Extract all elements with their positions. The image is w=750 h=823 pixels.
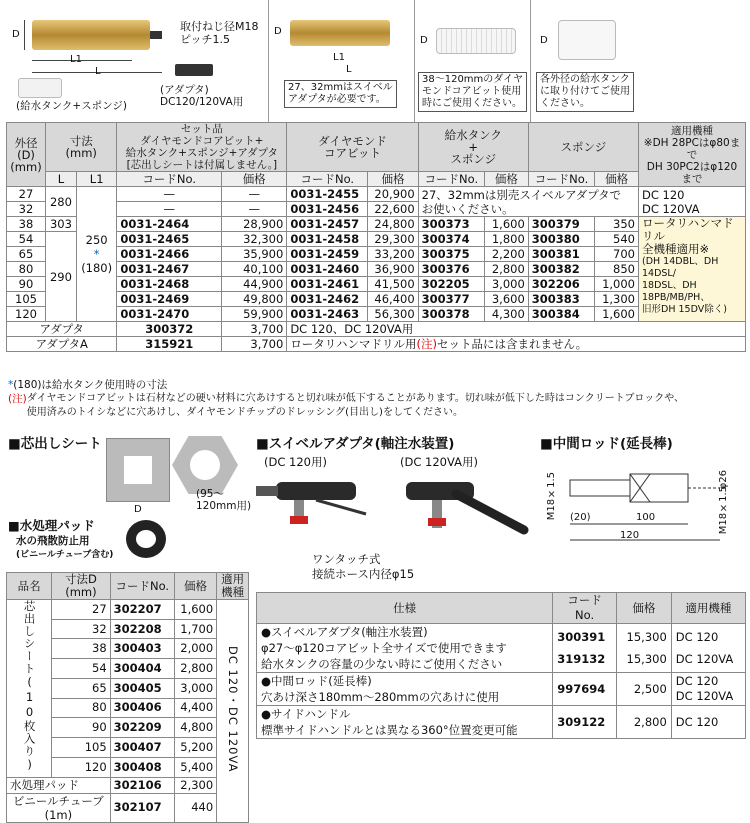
sheet-models xyxy=(217,600,249,823)
spec-table xyxy=(256,592,746,739)
adapter-code: 300372 xyxy=(117,322,222,337)
table-row xyxy=(7,187,746,202)
L1-star: * xyxy=(93,247,100,261)
table-row xyxy=(7,262,746,277)
cell-code: 300404 xyxy=(110,659,174,679)
table-row xyxy=(7,232,746,247)
cell-bit-price: 20,900 xyxy=(368,187,418,202)
dim-D-label: D xyxy=(274,26,282,37)
adapter-caption: (アダプタ) DC120/120VA用 xyxy=(160,84,244,108)
cell-d: 27 xyxy=(52,600,111,620)
cell-sponge-code: 300384 xyxy=(528,307,594,322)
cell-set-price: 28,900 xyxy=(222,217,287,232)
sheet-col-code: コードNo. xyxy=(110,573,174,600)
spec-handle-title: ●サイドハンドル xyxy=(261,707,351,721)
sheet-table xyxy=(6,572,249,823)
cell-set-price: — xyxy=(222,187,287,202)
spec-handle-price: 2,800 xyxy=(616,706,671,739)
cell-bit-code: 0031-2458 xyxy=(287,232,368,247)
spec-swivel-desc: φ27〜φ120コアビット全サイズで使用できます 給水タンクの容量の少ない時にご使用ください xyxy=(261,641,507,671)
spec-handle xyxy=(257,706,553,739)
cell-sponge-price: 1,300 xyxy=(595,292,639,307)
spec-handle-desc: 標準サイドハンドルとは異なる360°位置変更可能 xyxy=(261,723,518,737)
cell-code: 300405 xyxy=(110,678,174,698)
adapterA-desc-post: セット品には含まれません。 xyxy=(436,337,588,351)
cell-set-code: — xyxy=(117,187,222,202)
cell-price: 4,800 xyxy=(174,718,216,738)
rod-section-title: ■中間ロッド(延長棒) xyxy=(540,436,673,452)
cell-sponge-price: 700 xyxy=(595,247,639,262)
swivel-code-2: 319132 xyxy=(557,652,606,666)
sheet-col-price: 価格 xyxy=(174,573,216,600)
spec-rod-title: ●中間ロッド(延長棒) xyxy=(261,674,372,688)
adapterA-desc-pre: ロータリハンマドリル用 xyxy=(290,337,417,351)
sheet-col-name: 品名 xyxy=(7,573,52,600)
sheet-col-dim: 寸法D (mm) xyxy=(52,573,111,600)
pad-sub2: (ビニールチューブ含む) xyxy=(16,550,114,560)
cell-d: 38 xyxy=(7,217,46,232)
cell-code: 300408 xyxy=(110,757,174,777)
table-row xyxy=(7,247,746,262)
cell-d: 80 xyxy=(7,262,46,277)
cell-bit-price: 22,600 xyxy=(368,202,418,217)
swivel-price-1: 15,300 xyxy=(626,630,667,644)
cell-bit-code: 0031-2461 xyxy=(287,277,368,292)
sheet-section-title: ■芯出しシート xyxy=(8,436,102,452)
cell-L: 303 xyxy=(46,217,77,232)
swivel-dc120-label: (DC 120用) xyxy=(264,455,327,469)
note-1-star: * xyxy=(8,379,14,391)
cell-bit-price: 56,300 xyxy=(368,307,418,322)
cell-d: 32 xyxy=(7,202,46,217)
octagon-sheet-image xyxy=(172,436,238,494)
pad-title: ■水処理パッド xyxy=(8,518,95,533)
tank-image xyxy=(436,28,516,54)
table-row xyxy=(7,600,249,620)
cell-tank-price: 2,200 xyxy=(485,247,529,262)
swivel-dc120va-label: (DC 120VA用) xyxy=(400,455,478,469)
cell-code: 300407 xyxy=(110,738,174,758)
cell-tank-code: 300378 xyxy=(418,307,484,322)
table-row xyxy=(7,307,746,322)
note-2 xyxy=(8,392,748,420)
model-rotary-title: ロータリハンマドリル 全機種適用※ xyxy=(642,216,734,256)
note-1-text: (180)は給水タンク使用時の寸法 xyxy=(13,379,168,391)
col-tank-code: コードNo. xyxy=(418,172,484,187)
table-row xyxy=(7,277,746,292)
cell-code: 302208 xyxy=(110,619,174,639)
cell-price: 4,400 xyxy=(174,698,216,718)
cell-d: 90 xyxy=(52,718,111,738)
cell-d: 54 xyxy=(52,659,111,679)
rod-d100-label: 100 xyxy=(636,512,656,523)
cell-code: 302207 xyxy=(110,600,174,620)
col-set: セット品 ダイヤモンドコアビット+ 給水タンク+スポンジ+アダプタ [芯出しシートは付属しません。] xyxy=(117,123,287,172)
cell-tank-code: 300375 xyxy=(418,247,484,262)
cell-tank-price: 3,600 xyxy=(485,292,529,307)
product-panel-tank xyxy=(414,0,531,122)
adapterA-desc xyxy=(287,337,746,352)
adapter-price: 3,700 xyxy=(222,322,287,337)
cell-sponge-price: 540 xyxy=(595,232,639,247)
cell-d: 90 xyxy=(7,277,46,292)
note-2-text: ダイヤモンドコアビットは石材などの硬い材料に穴あけすると切れ味が低下することがあります。切れ味が低下した時はコンクリートブロックや、 使用済みのトイシなどに穴あけし、ダイヤモンドチップのドレッシング(目出し)をしてください。 xyxy=(26,393,685,418)
spec-rod xyxy=(257,673,553,706)
main-product-table xyxy=(6,122,746,352)
cell-set-price: — xyxy=(222,202,287,217)
cell-tank-code: 302205 xyxy=(418,277,484,292)
spec-swivel-codes xyxy=(553,624,617,673)
square-sheet-image xyxy=(106,438,170,502)
col-set-code: コードNo. xyxy=(117,172,222,187)
note-1 xyxy=(8,378,748,392)
col-L1: L1 xyxy=(76,172,117,187)
cell-L: 280 xyxy=(46,187,77,217)
cell-sponge-code: 300381 xyxy=(528,247,594,262)
swivel-price-2: 15,300 xyxy=(626,652,667,666)
cell-price: 5,200 xyxy=(174,738,216,758)
product-panel-bit xyxy=(268,0,415,122)
tube-row xyxy=(7,793,249,822)
pad-price: 2,300 xyxy=(174,777,216,793)
col-sponge-code: コードNo. xyxy=(528,172,594,187)
sheet-size-caption: (95〜 120mm用) xyxy=(196,488,252,512)
cell-price: 1,600 xyxy=(174,600,216,620)
cell-sponge-code: 300380 xyxy=(528,232,594,247)
cell-set-code: 0031-2464 xyxy=(117,217,222,232)
col-sponge: スポンジ xyxy=(528,123,638,172)
col-models: 適用機種 ※DH 28PCはφ80まで DH 30PC2はφ120まで xyxy=(639,123,746,187)
adapter-label: アダプタ xyxy=(7,322,117,337)
cell-sponge-price: 350 xyxy=(595,217,639,232)
cell-set-price: 35,900 xyxy=(222,247,287,262)
spec-col-spec: 仕様 xyxy=(257,593,553,624)
spec-row xyxy=(257,706,746,739)
cell-d: 27 xyxy=(7,187,46,202)
dim-L1-line xyxy=(32,60,132,61)
dim-D-label: D xyxy=(540,35,548,46)
cell-d: 120 xyxy=(52,757,111,777)
swivel-section-title: ■スイベルアダプタ(軸注水装置) xyxy=(256,436,455,452)
spec-rod-models: DC 120 DC 120VA xyxy=(671,673,745,706)
col-dimensions: 寸法 (mm) xyxy=(46,123,117,172)
cell-bit-price: 29,300 xyxy=(368,232,418,247)
spec-col-price: 価格 xyxy=(616,593,671,624)
cell-bit-code: 0031-2457 xyxy=(287,217,368,232)
cell-bit-price: 41,500 xyxy=(368,277,418,292)
dim-D-line xyxy=(24,20,25,50)
tank-sponge-caption: (給水タンク+スポンジ) xyxy=(16,100,128,112)
adapterA-code: 315921 xyxy=(117,337,222,352)
cell-set-code: — xyxy=(117,202,222,217)
cell-sponge-price: 850 xyxy=(595,262,639,277)
sponge-image xyxy=(558,20,616,60)
cell-d: 105 xyxy=(52,738,111,758)
adapterA-note-tag: (注) xyxy=(416,337,437,351)
adapterA-price: 3,700 xyxy=(222,337,287,352)
note-2-tag: (注) xyxy=(8,393,27,405)
cell-sponge-code: 300383 xyxy=(528,292,594,307)
cell-bit-code: 0031-2460 xyxy=(287,262,368,277)
L1-alt: (180) xyxy=(81,261,113,275)
cell-L: 290 xyxy=(46,232,77,322)
col-bit-price: 価格 xyxy=(368,172,418,187)
notes xyxy=(8,378,748,420)
cell-sponge-code: 300382 xyxy=(528,262,594,277)
cell-set-code: 0031-2465 xyxy=(117,232,222,247)
cell-tank-code: 300373 xyxy=(418,217,484,232)
cell-tank-price: 3,000 xyxy=(485,277,529,292)
table-row xyxy=(7,217,746,232)
rod-m2-label: M18×1.5 xyxy=(718,486,729,535)
cell-bit-code: 0031-2459 xyxy=(287,247,368,262)
cell-tank-code: 300377 xyxy=(418,292,484,307)
hose-label: ワンタッチ式 接続ホース内径φ15 xyxy=(312,552,415,581)
cell-bit-price: 46,400 xyxy=(368,292,418,307)
adapterA-row xyxy=(7,337,746,352)
cell-set-price: 59,900 xyxy=(222,307,287,322)
product-panel-sponge xyxy=(530,0,648,122)
water-pad-image xyxy=(126,520,166,558)
swivel-model-2: DC 120VA xyxy=(675,652,734,666)
cell-bit-price: 33,200 xyxy=(368,247,418,262)
thread-spec-label: 取付ねじ径M18 ピッチ1.5 xyxy=(180,20,259,46)
cell-bit-code: 0031-2463 xyxy=(287,307,368,322)
L1-value: 250 xyxy=(85,233,108,247)
cell-tank-price: 1,800 xyxy=(485,232,529,247)
cell-set-code: 0031-2470 xyxy=(117,307,222,322)
pad-row xyxy=(7,777,249,793)
adapterA-label: アダプタA xyxy=(7,337,117,352)
cell-bit-code: 0031-2455 xyxy=(287,187,368,202)
spec-swivel-models xyxy=(671,624,745,673)
col-set-price: 価格 xyxy=(222,172,287,187)
adapter-desc: DC 120、DC 120VA用 xyxy=(287,322,746,337)
spec-handle-code: 309122 xyxy=(553,706,617,739)
cell-price: 2,800 xyxy=(174,659,216,679)
cell-d: 80 xyxy=(52,698,111,718)
cell-set-code: 0031-2468 xyxy=(117,277,222,292)
cell-price: 5,400 xyxy=(174,757,216,777)
swivel-note-cell: 27、32mmは別売スイベルアダプタで お使いください。 xyxy=(418,187,638,217)
rod-d120-label: 120 xyxy=(620,530,640,541)
dim-D-label: D xyxy=(12,29,20,40)
cell-sponge-price: 1,000 xyxy=(595,277,639,292)
table-row xyxy=(7,292,746,307)
cell-sponge-code: 302206 xyxy=(528,277,594,292)
water-tank-image xyxy=(18,78,62,98)
cell-bit-code: 0031-2462 xyxy=(287,292,368,307)
spec-rod-code: 997694 xyxy=(553,673,617,706)
dim-L-label: L xyxy=(346,64,352,75)
cell-tank-price: 4,300 xyxy=(485,307,529,322)
cell-sponge-price: 1,600 xyxy=(595,307,639,322)
cell-code: 300406 xyxy=(110,698,174,718)
pad-hole xyxy=(136,530,156,548)
model-rotary-list: (DH 14DBL、DH 14DSL/ 18DSL、DH 18PB/MB/PH、 旧形DH 15DV除く) xyxy=(642,256,727,315)
spec-swivel xyxy=(257,624,553,673)
pad-sub1: 水の飛散防止用 xyxy=(16,535,90,547)
cell-sponge-code: 300379 xyxy=(528,217,594,232)
spec-col-models: 適用機種 xyxy=(671,593,745,624)
col-bit-code: コードNo. xyxy=(287,172,368,187)
cell-d: 32 xyxy=(52,619,111,639)
cell-set-code: 0031-2469 xyxy=(117,292,222,307)
spec-handle-models: DC 120 xyxy=(671,706,745,739)
tank-callout: 38〜120mmのダイヤ モンドコアビット使用 時にご使用ください。 xyxy=(418,72,527,112)
bit-shank-image xyxy=(150,31,162,39)
sponge-callout: 各外径の給水タンク に取り付けてご使用 ください。 xyxy=(536,72,634,112)
cell-tank-code: 300374 xyxy=(418,232,484,247)
cell-d: 65 xyxy=(7,247,46,262)
cell-set-price: 32,300 xyxy=(222,232,287,247)
cell-price: 2,000 xyxy=(174,639,216,659)
pad-name: 水処理パッド xyxy=(7,777,111,793)
cell-set-price: 49,800 xyxy=(222,292,287,307)
spec-swivel-prices xyxy=(616,624,671,673)
cell-d: 120 xyxy=(7,307,46,322)
cell-d: 65 xyxy=(52,678,111,698)
cell-price: 3,000 xyxy=(174,678,216,698)
cell-d: 105 xyxy=(7,292,46,307)
pad-code: 302106 xyxy=(110,777,174,793)
cell-L1 xyxy=(76,187,117,322)
sheet-col-models: 適用 機種 xyxy=(217,573,249,600)
tube-price: 440 xyxy=(174,793,216,822)
rod-d26-label: φ26 xyxy=(718,470,729,490)
cell-tank-price: 1,600 xyxy=(485,217,529,232)
spec-rod-desc: 穴あけ深さ180mm〜280mmの穴あけに使用 xyxy=(261,690,500,704)
swivel-code-1: 300391 xyxy=(557,630,606,644)
spec-rod-price: 2,500 xyxy=(616,673,671,706)
sheet-dim-D: D xyxy=(134,504,142,515)
spec-row xyxy=(257,673,746,706)
tube-name: ビニールチューブ (1m) xyxy=(7,793,111,822)
dim-L1-label: L1 xyxy=(333,52,345,63)
cell-bit-code: 0031-2456 xyxy=(287,202,368,217)
cell-bit-price: 36,900 xyxy=(368,262,418,277)
core-bit-image xyxy=(290,20,390,46)
cell-set-price: 40,100 xyxy=(222,262,287,277)
cell-set-code: 0031-2466 xyxy=(117,247,222,262)
rod-m1-label: M18×1.5 xyxy=(546,472,557,521)
adapter-row xyxy=(7,322,746,337)
adapter-image xyxy=(175,64,213,76)
tube-code: 302107 xyxy=(110,793,174,822)
col-tank: 給水タンク + スポンジ xyxy=(418,123,528,172)
cell-tank-price: 2,800 xyxy=(485,262,529,277)
rod-d20-label: (20) xyxy=(570,512,591,523)
cell-d: 54 xyxy=(7,232,46,247)
sheet-group-label-text: 芯出しシート(10枚入り) xyxy=(22,600,37,773)
col-bit: ダイヤモンド コアビット xyxy=(287,123,418,172)
dim-D-label: D xyxy=(420,35,428,46)
product-panel-set xyxy=(0,0,269,122)
sheet-hole xyxy=(124,456,152,484)
spec-swivel-title: ●スイベルアダプタ(軸注水装置) xyxy=(261,625,428,639)
model-dc-cell: DC 120 DC 120VA xyxy=(639,187,746,217)
col-L: L xyxy=(46,172,77,187)
cell-code: 300403 xyxy=(110,639,174,659)
col-tank-price: 価格 xyxy=(485,172,529,187)
cell-d: 38 xyxy=(52,639,111,659)
cell-price: 1,700 xyxy=(174,619,216,639)
sheet-group-label xyxy=(7,600,52,778)
swivel-callout: 27、32mmはスイベル アダプタが必要です。 xyxy=(284,80,397,108)
col-outer-diameter: 外径 (D) (mm) xyxy=(7,123,46,187)
col-sponge-price: 価格 xyxy=(595,172,639,187)
spec-row xyxy=(257,624,746,673)
cell-set-price: 44,900 xyxy=(222,277,287,292)
cell-bit-price: 24,800 xyxy=(368,217,418,232)
dim-L-label: L xyxy=(95,66,101,77)
spec-col-code: コード No. xyxy=(553,593,617,624)
sheet-models-text: DC 120・DC 120VA xyxy=(226,645,241,772)
swivel-model-1: DC 120 xyxy=(675,630,719,644)
cell-set-code: 0031-2467 xyxy=(117,262,222,277)
octagon-hole xyxy=(190,450,220,480)
diamond-core-bit-image xyxy=(32,20,150,50)
model-rotary-cell xyxy=(639,217,746,322)
dim-L1-label: L1 xyxy=(70,54,82,65)
cell-code: 302209 xyxy=(110,718,174,738)
swivel-adapter-image xyxy=(256,470,546,560)
cell-tank-code: 300376 xyxy=(418,262,484,277)
